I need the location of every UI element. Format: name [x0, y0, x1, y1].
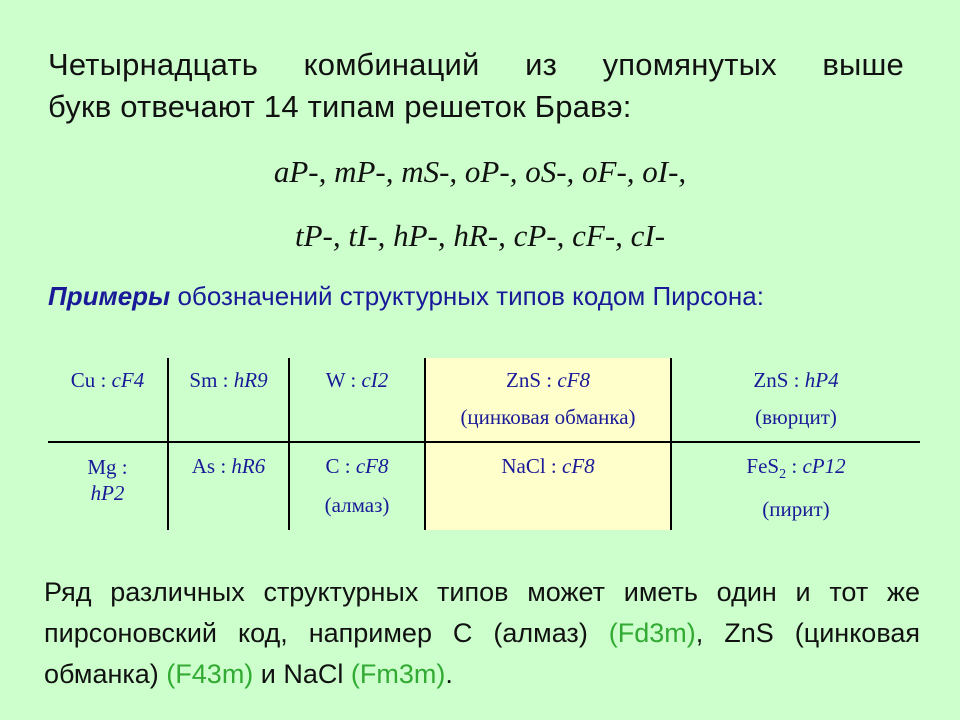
lattice-codes-row-1: aP-, mP-, mS-, oP-, oS-, oF-, oI-,	[273, 154, 687, 189]
intro-line-1: Четырнадцать комбинаций из упомянутых выше	[48, 47, 904, 82]
cell-c-diamond: C : cF8 (алмаз)	[324, 454, 390, 517]
intro-paragraph	[48, 44, 904, 128]
cell-w: W : cI2	[325, 368, 389, 392]
cell-zns-wurtzite: ZnS : hP4 (вюрцит)	[753, 368, 839, 429]
space-group-sphalerite: (F43m)	[166, 659, 254, 689]
lattice-codes-row-2: tP-, tI-, hP-, hR-, cP-, cF-, cI-	[294, 218, 666, 253]
cell-cu: Cu : cF4	[70, 368, 145, 392]
cell-as: As : hR6	[191, 454, 266, 478]
intro-line-2: букв отвечают 14 типам решеток Бравэ:	[48, 89, 632, 124]
cell-mg: Mg : hP2	[87, 455, 128, 505]
cell-sm: Sm : hR9	[189, 368, 268, 392]
cell-zns-sphalerite: ZnS : cF8 (цинковая обманка)	[460, 368, 636, 429]
space-group-nacl: (Fm3m)	[350, 659, 446, 689]
pearson-table	[48, 358, 920, 530]
examples-heading	[48, 281, 764, 312]
cell-nacl: NaCl : cF8	[501, 454, 595, 478]
closing-paragraph: Ряд различных структурных типов может иметь один и тот же пирсоновский код, например C (алмаз) (Fd3m), ZnS (цинковая обманка) (F43m) и NaCl (Fm3m).	[44, 577, 920, 689]
space-group-diamond: (Fd3m)	[608, 618, 696, 648]
cell-fes2: FeS$_2$ : cP12 (пирит)	[746, 454, 846, 522]
examples-bold: Примеры	[48, 281, 171, 311]
examples-rest: обозначений структурных типов кодом Пирсона:	[170, 281, 764, 311]
